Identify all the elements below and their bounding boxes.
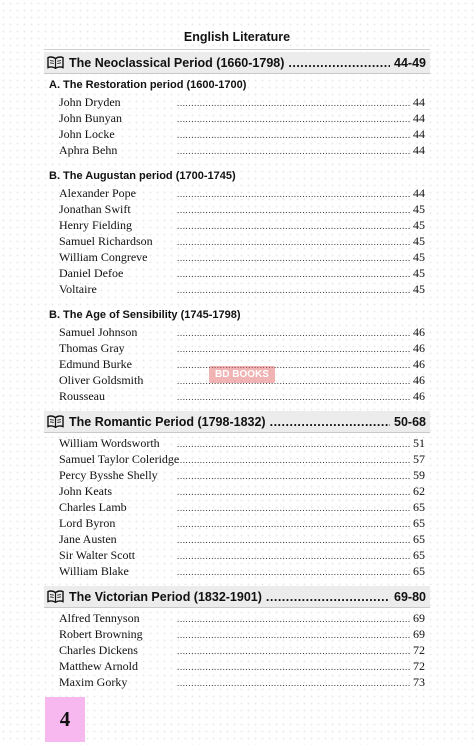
page-number: 73 [413, 675, 425, 689]
author-name: William Congreve [59, 250, 148, 264]
page-number: 65 [413, 564, 425, 578]
dot-leader [177, 111, 410, 127]
page-number: 45 [413, 266, 425, 280]
page-number: 46 [413, 341, 425, 355]
toc-entry[interactable] [44, 547, 430, 563]
author-name: Voltaire [59, 282, 97, 296]
page-number-label: 4 [59, 707, 71, 731]
toc-entry[interactable] [44, 94, 430, 110]
author-name: John Dryden [59, 95, 121, 109]
author-name: Alfred Tennyson [59, 611, 140, 625]
page-number: 59 [413, 468, 425, 482]
page-number: 69 [413, 611, 425, 625]
section-heading: B. The Augustan period (1700-1745) [49, 170, 236, 182]
toc-entry[interactable] [44, 217, 430, 233]
dot-leader [177, 643, 410, 659]
author-name: Sir Walter Scott [59, 548, 136, 562]
author-name: Oliver Goldsmith [59, 373, 144, 387]
toc-entry[interactable] [44, 388, 430, 404]
toc-entry[interactable] [44, 185, 430, 201]
dot-leader [177, 250, 410, 266]
page-number: 44 [413, 186, 425, 200]
dot-leader [177, 627, 410, 643]
page-number: 46 [413, 357, 425, 371]
period-heading[interactable] [44, 411, 430, 433]
page-number: 45 [413, 282, 425, 296]
author-name: Matthew Arnold [59, 659, 138, 673]
page-number: 72 [413, 659, 425, 673]
dot-leader [177, 282, 410, 298]
toc-entry[interactable] [44, 435, 430, 451]
page-number: 62 [413, 484, 425, 498]
dot-leader [177, 532, 410, 548]
running-head: English Literature [183, 30, 291, 44]
author-name: Samuel Taylor Coleridge [59, 452, 180, 466]
page-number: 69 [413, 627, 425, 641]
toc-entry[interactable] [44, 610, 430, 626]
dot-leader [177, 341, 410, 357]
header-rule [44, 49, 430, 50]
author-name: Thomas Gray [59, 341, 125, 355]
author-name: John Locke [59, 127, 115, 141]
author-name: Maxim Gorky [59, 675, 128, 689]
toc-entry[interactable] [44, 110, 430, 126]
page-number: 51 [413, 436, 425, 450]
dot-leader [177, 266, 410, 282]
author-name: Jane Austen [59, 532, 117, 546]
dot-leader [177, 325, 410, 341]
dot-leader [177, 218, 410, 234]
author-name: Charles Dickens [59, 643, 138, 657]
author-name: Daniel Defoe [59, 266, 124, 280]
dot-leader [270, 415, 390, 429]
page-number: 57 [413, 452, 425, 466]
author-name: Percy Bysshe Shelly [59, 468, 158, 482]
dot-leader [177, 611, 410, 627]
dot-leader [288, 56, 390, 70]
author-name: Lord Byron [59, 516, 116, 530]
toc-entry[interactable] [44, 531, 430, 547]
author-name: Samuel Richardson [59, 234, 153, 248]
page-number: 65 [413, 516, 425, 530]
toc-entry[interactable] [44, 626, 430, 642]
dot-leader [177, 143, 410, 159]
dot-leader [266, 590, 390, 604]
dot-leader [177, 452, 410, 468]
toc-entry[interactable] [44, 499, 430, 515]
page-number: 46 [413, 373, 425, 387]
dot-leader [177, 389, 410, 405]
period-page-range: 50-68 [394, 414, 426, 429]
author-name: Jonathan Swift [59, 202, 131, 216]
open-book-icon [47, 415, 64, 428]
toc-entry[interactable] [44, 563, 430, 579]
author-name: John Bunyan [59, 111, 122, 125]
page-number: 45 [413, 202, 425, 216]
page-number-box [45, 697, 85, 742]
page-number: 44 [413, 95, 425, 109]
toc-entry[interactable] [44, 451, 430, 467]
dot-leader [177, 127, 410, 143]
toc-entry[interactable] [44, 467, 430, 483]
section-heading: A. The Restoration period (1600-1700) [49, 79, 247, 91]
toc-entry[interactable] [44, 658, 430, 674]
watermark-text: BD BOOKS [209, 366, 275, 383]
dot-leader [177, 234, 410, 250]
period-heading[interactable] [44, 52, 430, 74]
period-heading[interactable] [44, 586, 430, 608]
dot-leader [177, 659, 410, 675]
page-number: 65 [413, 548, 425, 562]
open-book-icon [47, 56, 64, 69]
toc-entry[interactable] [44, 642, 430, 658]
period-page-range: 44-49 [394, 55, 426, 70]
dot-leader [177, 436, 410, 452]
page-number: 46 [413, 325, 425, 339]
watermark-logo [206, 363, 278, 385]
toc-entry[interactable] [44, 515, 430, 531]
dot-leader [177, 564, 410, 580]
toc-entry[interactable] [44, 233, 430, 249]
page-number: 44 [413, 143, 425, 157]
author-name: William Blake [59, 564, 129, 578]
page-number: 45 [413, 250, 425, 264]
toc-entry[interactable] [44, 340, 430, 356]
dot-leader [177, 202, 410, 218]
dot-leader [177, 675, 410, 691]
toc-entry[interactable] [44, 281, 430, 297]
toc-entry[interactable] [44, 483, 430, 499]
period-title: The Romantic Period (1798-1832) [69, 414, 266, 429]
dot-leader [177, 548, 410, 564]
page-number: 65 [413, 500, 425, 514]
author-name: Robert Browning [59, 627, 143, 641]
page-number: 44 [413, 111, 425, 125]
author-name: Henry Fielding [59, 218, 132, 232]
toc-entry[interactable] [44, 142, 430, 158]
author-name: Charles Lamb [59, 500, 127, 514]
dot-leader [177, 468, 410, 484]
author-name: Rousseau [59, 389, 105, 403]
period-page-range: 69-80 [394, 589, 426, 604]
toc-entry[interactable] [44, 126, 430, 142]
author-name: William Wordsworth [59, 436, 160, 450]
author-name: Aphra Behn [59, 143, 118, 157]
author-name: John Keats [59, 484, 112, 498]
toc-entry[interactable] [44, 265, 430, 281]
dot-leader [177, 516, 410, 532]
author-name: Samuel Johnson [59, 325, 138, 339]
section-heading: B. The Age of Sensibility (1745-1798) [49, 309, 241, 321]
toc-entry[interactable] [44, 201, 430, 217]
page-number: 45 [413, 218, 425, 232]
dot-leader [177, 186, 410, 202]
toc-entry[interactable] [44, 324, 430, 340]
author-name: Alexander Pope [59, 186, 136, 200]
dot-leader [177, 500, 410, 516]
author-name: Edmund Burke [59, 357, 132, 371]
open-book-icon [47, 590, 64, 603]
period-title: The Victorian Period (1832-1901) [69, 589, 262, 604]
dot-leader [177, 484, 410, 500]
page-number: 46 [413, 389, 425, 403]
period-title: The Neoclassical Period (1660-1798) [69, 55, 285, 70]
page-number: 65 [413, 532, 425, 546]
toc-entry[interactable] [44, 249, 430, 265]
dot-leader [177, 95, 410, 111]
page-number: 45 [413, 234, 425, 248]
page-number: 72 [413, 643, 425, 657]
toc-entry[interactable] [44, 674, 430, 690]
page-number: 44 [413, 127, 425, 141]
